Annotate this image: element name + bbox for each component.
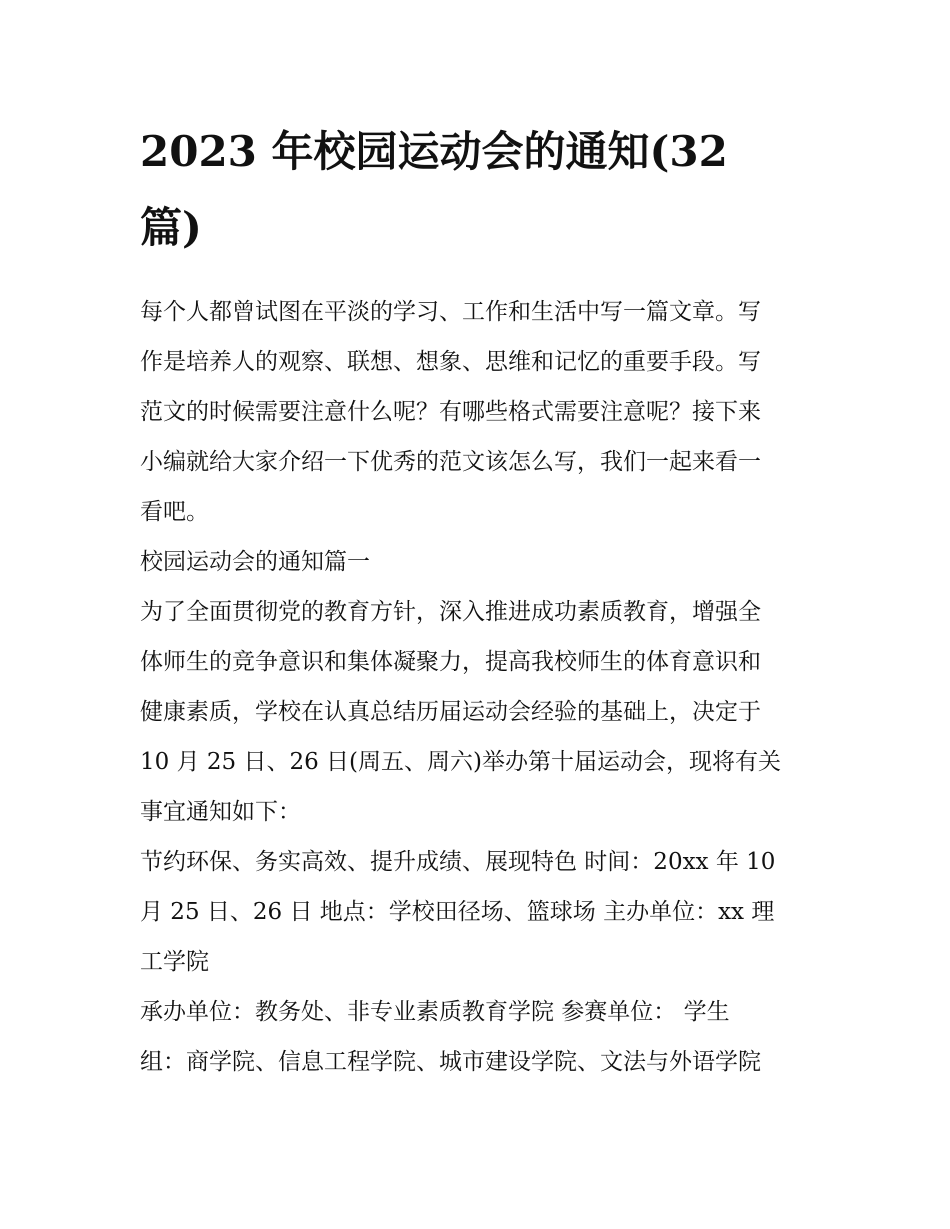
text-line: 月 25 日、26 日 地点：学校田径场、篮球场 主办单位：xx 理 bbox=[140, 899, 775, 925]
text-line: 为了全面贯彻党的教育方针，深入推进成功素质教育，增强全 bbox=[140, 599, 761, 625]
notice-paragraph bbox=[140, 587, 812, 837]
document-title bbox=[140, 114, 812, 266]
text-line: 10 月 25 日、26 日(周五、周六)举办第十届运动会，现将有关 bbox=[140, 749, 781, 775]
text-line: 作是培养人的观察、联想、想象、思维和记忆的重要手段。写 bbox=[140, 349, 761, 375]
paragraph-list bbox=[140, 287, 812, 1087]
section-heading bbox=[140, 537, 812, 587]
text-line: 节约环保、务实高效、提升成绩、展现特色 时间：20xx 年 10 bbox=[140, 849, 776, 875]
text-line: 组：商学院、信息工程学院、城市建设学院、文法与外语学院 bbox=[140, 1049, 761, 1075]
text-line: 范文的时候需要注意什么呢？有哪些格式需要注意呢？接下来 bbox=[140, 399, 761, 425]
text-line: 看吧。 bbox=[140, 499, 209, 525]
document-body bbox=[140, 114, 812, 1087]
title-line: 篇) bbox=[140, 203, 202, 252]
text-line: 每个人都曾试图在平淡的学习、工作和生活中写一篇文章。写 bbox=[140, 299, 761, 325]
text-line: 承办单位：教务处、非专业素质教育学院 参赛单位： 学生 bbox=[140, 999, 730, 1025]
title-line: 2023 年校园运动会的通知(32 bbox=[140, 127, 728, 176]
organizer-paragraph bbox=[140, 987, 812, 1087]
intro-paragraph bbox=[140, 287, 812, 537]
text-line: 工学院 bbox=[140, 949, 209, 975]
text-line: 事宜通知如下： bbox=[140, 799, 301, 825]
text-line: 小编就给大家介绍一下优秀的范文该怎么写，我们一起来看一 bbox=[140, 449, 761, 475]
text-line: 健康素质，学校在认真总结历届运动会经验的基础上，决定于 bbox=[140, 699, 761, 725]
text-line: 体师生的竞争意识和集体凝聚力，提高我校师生的体育意识和 bbox=[140, 649, 761, 675]
text-line: 校园运动会的通知篇一 bbox=[140, 549, 370, 575]
event-details-paragraph bbox=[140, 837, 812, 987]
